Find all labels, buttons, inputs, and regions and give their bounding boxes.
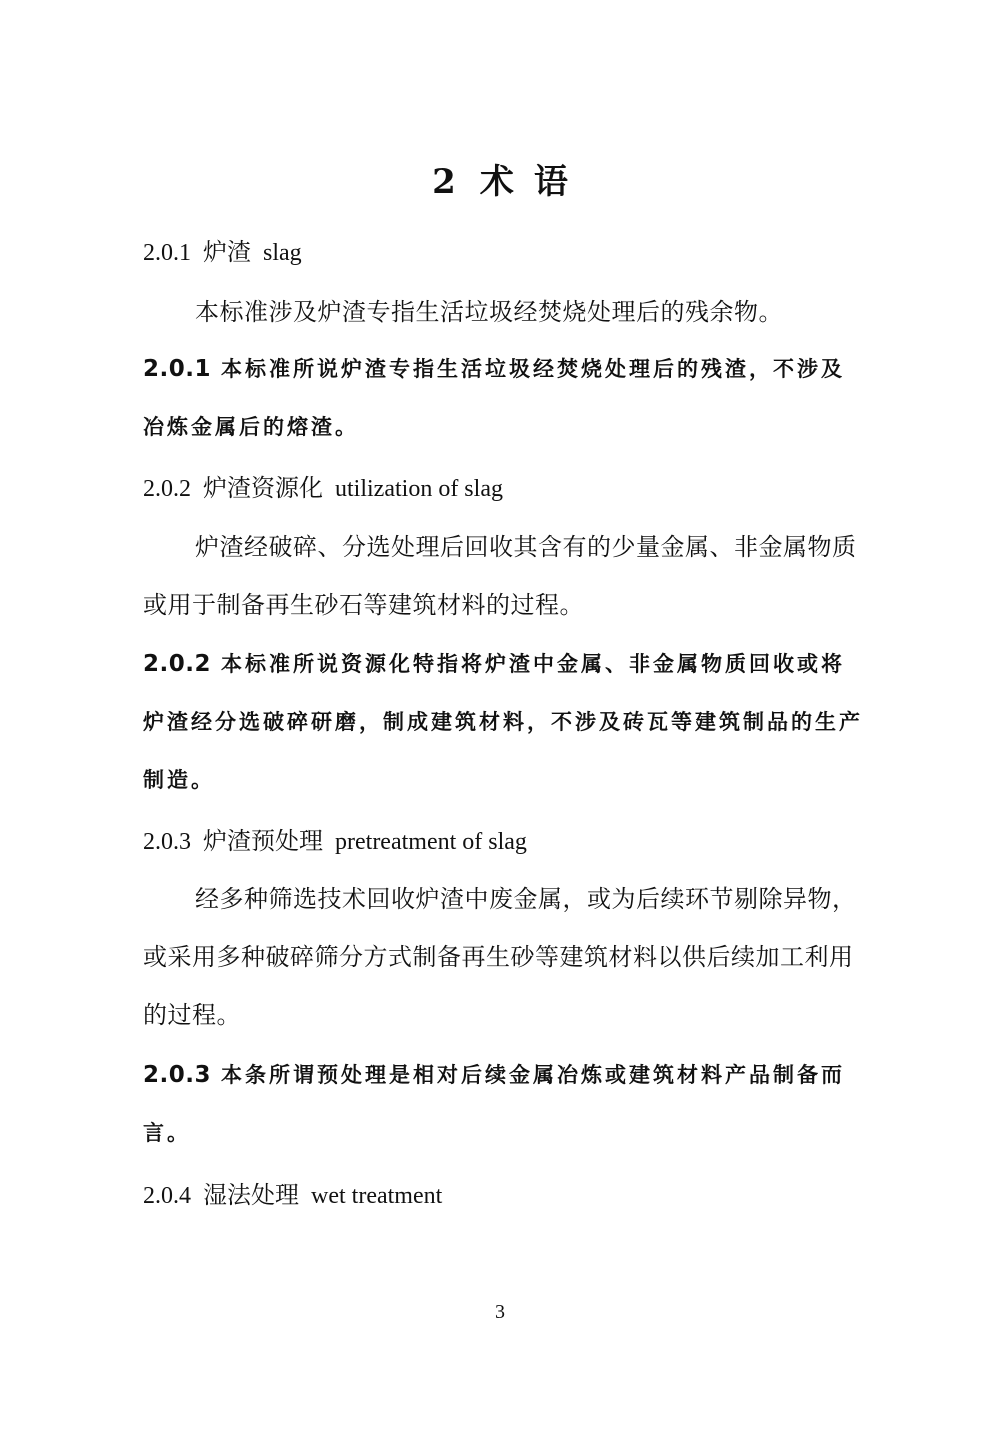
term-definition-2-0-1: 本标准涉及炉渣专指生活垃圾经焚烧处理后的残余物。 xyxy=(195,298,783,326)
chapter-title xyxy=(0,156,1000,208)
chapter-title-char-1: 术 xyxy=(479,162,514,202)
term-code: 2.0.2 xyxy=(143,476,191,502)
term-code: 2.0.3 xyxy=(143,829,191,855)
term-name-en: utilization of slag xyxy=(335,476,503,502)
term-name-zh: 湿法处理 xyxy=(203,1181,299,1209)
term-heading-2-0-3 xyxy=(143,821,863,862)
term-heading-2-0-4 xyxy=(143,1175,863,1216)
note-text: 本标准所说炉渣专指生活垃圾经焚烧处理后的残渣，不涉及冶炼金属后的熔渣。 xyxy=(143,357,845,439)
note-text: 本条所谓预处理是相对后续金属冶炼或建筑材料产品制备而言。 xyxy=(143,1063,845,1145)
note-code: 2.0.2 xyxy=(143,651,211,677)
term-note-2-0-1 xyxy=(143,340,863,456)
term-name-zh: 炉渣 xyxy=(203,238,251,266)
term-note-2-0-2 xyxy=(143,635,863,809)
chapter-number: 2 xyxy=(432,162,456,202)
term-name-en: pretreatment of slag xyxy=(335,829,527,855)
term-name-en: wet treatment xyxy=(311,1183,443,1209)
term-definition-2-0-3: 经多种筛选技术回收炉渣中废金属，或为后续环节剔除异物，或采用多种破碎筛分方式制备再生砂等建筑材料以供后续加工利用的过程。 xyxy=(143,885,857,1029)
term-note-2-0-3 xyxy=(143,1046,863,1162)
term-code: 2.0.4 xyxy=(143,1183,191,1209)
term-name-zh: 炉渣资源化 xyxy=(203,474,323,502)
note-code: 2.0.3 xyxy=(143,1062,211,1088)
chapter-title-char-2: 语 xyxy=(533,162,568,202)
term-name-en: slag xyxy=(263,240,302,266)
term-code: 2.0.1 xyxy=(143,240,191,266)
page-number: 3 xyxy=(495,1301,505,1323)
term-name-zh: 炉渣预处理 xyxy=(203,827,323,855)
term-definition-2-0-2: 炉渣经破碎、分选处理后回收其含有的少量金属、非金属物质或用于制备再生砂石等建筑材料的过程。 xyxy=(143,533,857,619)
term-heading-2-0-1 xyxy=(143,232,863,273)
note-text: 本标准所说资源化特指将炉渣中金属、非金属物质回收或将炉渣经分选破碎研磨，制成建筑材料，不涉及砖瓦等建筑制品的生产制造。 xyxy=(143,652,863,792)
term-heading-2-0-2 xyxy=(143,468,863,509)
note-code: 2.0.1 xyxy=(143,356,211,382)
